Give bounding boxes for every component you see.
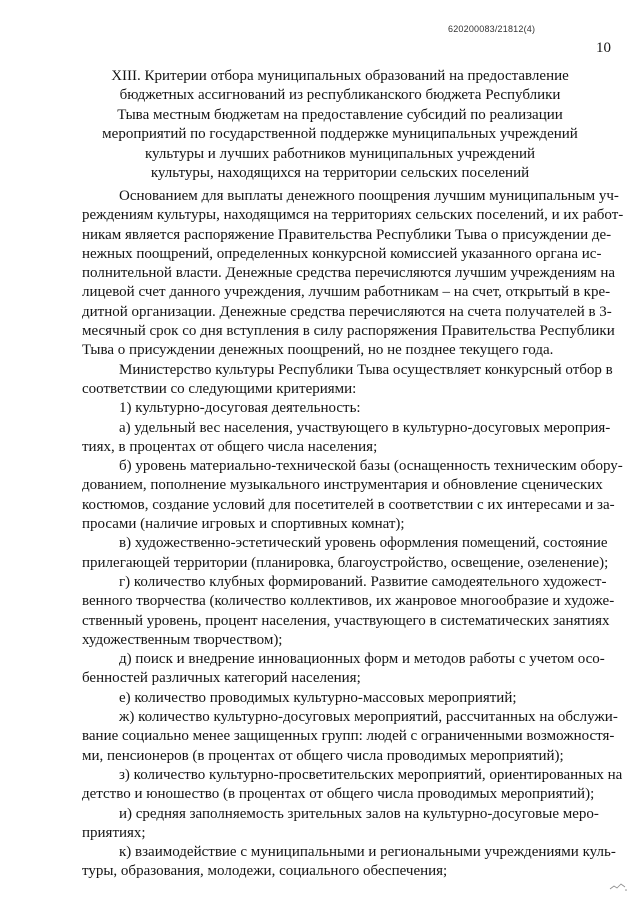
- body-line: Министерство культуры Республики Тыва осуществляет конкурсный отбор в: [119, 361, 613, 378]
- body-line: лицевой счет данного учреждения, лучшим работникам – на счет, открытый в кре-: [82, 284, 611, 301]
- heading-line: бюджетных ассигнований из республиканского бюджета Республики: [119, 87, 561, 104]
- body-line: никам является распоряжение Правительства Республики Тыва о присуждении де-: [82, 226, 612, 243]
- page-number: 10: [596, 40, 611, 56]
- body-line: д) поиск и внедрение инновационных форм и методов работы с учетом осо-: [119, 651, 605, 668]
- document-body: [82, 187, 624, 882]
- body-line: туры, образования, молодежи, социального обеспечения;: [82, 863, 448, 880]
- body-line: и) средняя заполняемость зрительных залов на культурно-досуговые меро-: [119, 805, 599, 822]
- body-line: з) количество культурно-просветительских мероприятий, ориентированных на: [119, 766, 623, 783]
- body-line: соответствии со следующими критериями:: [82, 380, 357, 397]
- body-line: приятиях;: [82, 824, 146, 841]
- body-line: ми, пенсионеров (в процентах от общего числа проводимых мероприятий);: [82, 747, 564, 764]
- body-line: венного творчества (количество коллективов, их жанровое многообразие и художе-: [82, 593, 615, 610]
- body-line: ственный уровень, процент населения, участвующего в систематических занятиях: [82, 612, 610, 629]
- heading-line: культуры и лучших работников муниципальных учреждений: [144, 145, 536, 162]
- scan-artifact-mark: [608, 880, 630, 894]
- body-line: а) удельный вес населения, участвующего в культурно-досуговых мероприя-: [119, 419, 611, 436]
- body-line: нежных поощрений, определенных конкурсной комиссией указанного органа ис-: [82, 245, 602, 262]
- body-line: Тыва о присуждении денежных поощрений, но не позднее текущего года.: [82, 342, 554, 359]
- heading-line: XIII. Критерии отбора муниципальных образований на предоставление: [111, 68, 569, 84]
- body-line: тиях, в процентах от общего числа населения;: [82, 438, 378, 455]
- body-line: полнительной власти. Денежные средства перечисляются лучшим учреждениям на: [82, 265, 616, 282]
- body-line: детство и юношество (в процентах от общего числа проводимых мероприятий);: [82, 786, 595, 803]
- body-line: бенностей различных категорий населения;: [82, 670, 361, 687]
- body-line: г) количество клубных формирований. Развитие самодеятельного художест-: [119, 573, 607, 590]
- body-line: вание социально менее защищенных групп: людей с ограниченными возможностя-: [82, 728, 615, 745]
- body-line: реждениям культуры, находящимся на территориях сельских поселений, и их работ-: [82, 207, 624, 224]
- section-heading: [82, 67, 598, 183]
- body-line: прилегающей территории (планировка, благоустройство, освещение, озеленение);: [82, 554, 609, 571]
- heading-line: культуры, находящихся на территории сельских поселений: [150, 165, 530, 182]
- body-line: Основанием для выплаты денежного поощрения лучшим муниципальным уч-: [119, 188, 619, 204]
- body-line: костюмов, создание условий для посетителей в соответствии с их интересами и за-: [82, 496, 615, 513]
- body-line: художественным творчеством);: [82, 631, 283, 648]
- body-line: в) художественно-эстетический уровень оформления помещений, состояние: [119, 535, 608, 552]
- document-id: 620200083/21812(4): [448, 24, 536, 34]
- body-line: просами (наличие игровых и спортивных комнат);: [82, 516, 405, 533]
- body-line: б) уровень материально-технической базы (оснащенность техническим обору-: [119, 458, 623, 475]
- body-line: ж) количество культурно-досуговых мероприятий, рассчитанных на обслужи-: [119, 709, 618, 726]
- heading-line: Тыва местным бюджетам на предоставление субсидий по реализации: [117, 106, 563, 123]
- body-line: к) взаимодействие с муниципальными и региональными учреждениями куль-: [119, 844, 616, 861]
- body-line: 1) культурно-досуговая деятельность:: [119, 400, 361, 417]
- body-line: дованием, пополнение музыкального инструментария и обновление сценических: [82, 477, 603, 494]
- heading-line: мероприятий по государственной поддержке муниципальных учреждений: [102, 126, 578, 143]
- body-line: е) количество проводимых культурно-массовых мероприятий;: [119, 689, 517, 706]
- body-line: дитной организации. Денежные средства перечисляются на счета получателей в 3-: [82, 303, 612, 320]
- body-line: месячный срок со дня вступления в силу распоряжения Правительства Республики: [82, 323, 615, 340]
